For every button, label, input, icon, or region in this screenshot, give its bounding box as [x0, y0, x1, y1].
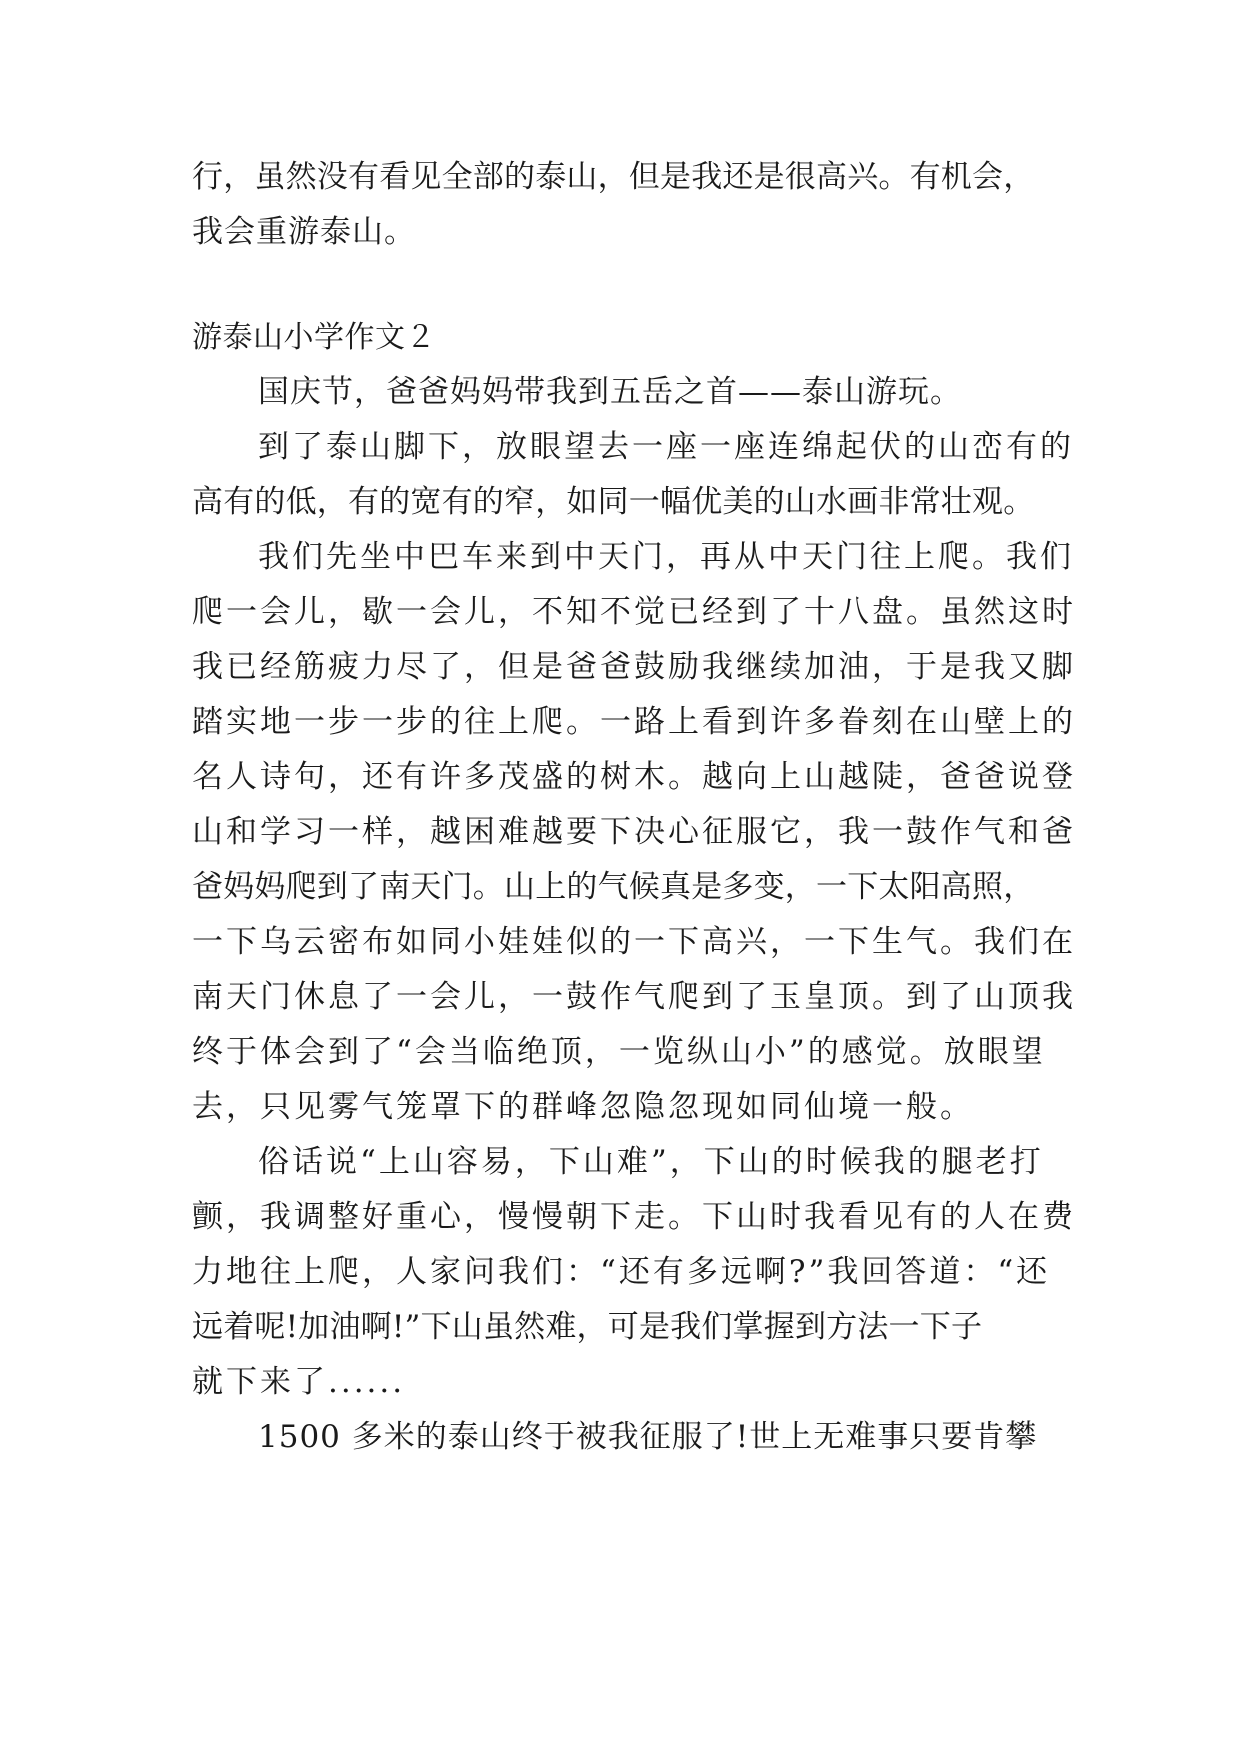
text-line: 爸妈妈爬到了南天门。山上的气候真是多变，一下太阳高照，: [192, 869, 1035, 905]
text-line: 力地往上爬，人家问我们：“还有多远啊?”我回答道：“还: [192, 1254, 1051, 1290]
text-line: 我们先坐中巴车来到中天门，再从中天门往上爬。我们: [258, 539, 1074, 575]
text-line: 颤，我调整好重心，慢慢朝下走。下山时我看见有的人在费: [192, 1199, 1076, 1235]
text-line: 行，虽然没有看见全部的泰山，但是我还是很高兴。有机会，: [192, 159, 1035, 195]
text-line: 山和学习一样，越困难越要下决心征服它，我一鼓作气和爸: [192, 814, 1076, 850]
document-page: [192, 150, 1076, 1465]
text-line: 一下乌云密布如同小娃娃似的一下高兴，一下生气。我们在: [192, 924, 1076, 960]
text-line: 1500 多米的泰山终于被我征服了!世上无难事只要肯攀: [258, 1419, 1038, 1455]
paragraph: [192, 365, 1052, 420]
paragraph: [192, 1410, 1052, 1465]
section-heading: 游泰山小学作文２: [192, 320, 436, 355]
paragraph: [192, 420, 1074, 530]
text-line: 名人诗句，还有许多茂盛的树木。越向上山越陡，爸爸说登: [192, 759, 1076, 795]
text-line: 我会重游泰山。: [192, 214, 416, 250]
paragraph: [192, 1135, 1076, 1410]
text-line: 南天门休息了一会儿，一鼓作气爬到了玉皇顶。到了山顶我: [192, 979, 1076, 1015]
text-line: 就下来了......: [192, 1364, 406, 1400]
text-line: 我已经筋疲力尽了，但是爸爸鼓励我继续加油，于是我又脚: [192, 649, 1076, 685]
text-line: 俗话说“上山容易，下山难”，下山的时候我的腿老打: [258, 1144, 1044, 1180]
text-line: 终于体会到了“会当临绝顶，一览纵山小”的感觉。放眼望: [192, 1034, 1046, 1070]
text-line: 去，只见雾气笼罩下的群峰忽隐忽现如同仙境一般。: [192, 1089, 974, 1125]
text-line: 爬一会儿，歇一会儿，不知不觉已经到了十八盘。虽然这时: [192, 594, 1076, 630]
paragraph: [192, 530, 1076, 1135]
text-line: 国庆节，爸爸妈妈带我到五岳之首——泰山游玩。: [258, 374, 962, 410]
text-line: 高有的低，有的宽有的窄，如同一幅优美的山水画非常壮观。: [192, 484, 1035, 520]
text-line: 到了泰山脚下，放眼望去一座一座连绵起伏的山峦有的: [258, 429, 1074, 465]
text-line: 踏实地一步一步的往上爬。一路上看到许多眷刻在山壁上的: [192, 704, 1076, 740]
text-line: 远着呢!加油啊!”下山虽然难，可是我们掌握到方法一下子: [192, 1309, 983, 1345]
